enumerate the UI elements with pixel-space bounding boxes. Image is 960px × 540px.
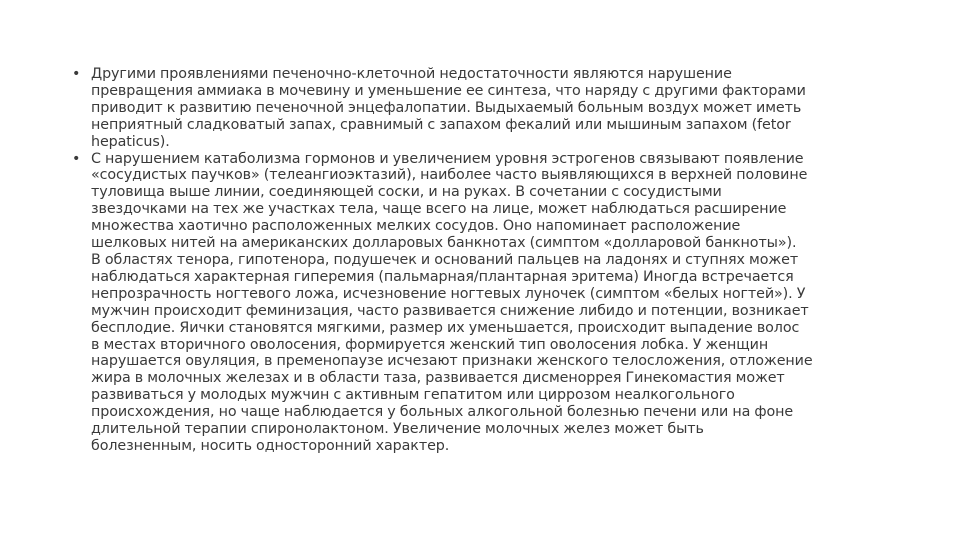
text-line: жира в молочных железах и в области таза, развивается дисменоррея Гинекомастия может xyxy=(91,370,785,387)
text-line: происхождения, но чаще наблюдается у больных алкогольной болезнью печени или на фоне xyxy=(91,404,794,421)
text-line: hepaticus). xyxy=(91,133,170,150)
bullet-icon: • xyxy=(72,150,81,167)
bullet-icon: • xyxy=(72,66,81,82)
text-line: С нарушением катаболизма гормонов и увеличением уровня эстрогенов связывают появление xyxy=(91,150,804,167)
text-line: множества хаотично расположенных мелких сосудов. Оно напоминает расположение xyxy=(91,218,741,235)
text-line: Другими проявлениями печеночно-клеточной недостаточности являются нарушение xyxy=(91,66,732,82)
bullet-item-hormones xyxy=(72,151,908,455)
text-line: мужчин происходит феминизация, часто развивается снижение либидо и потенции, возникает xyxy=(91,302,809,319)
text-line: звездочками на тех же участках тела, чаще всего на лице, может наблюдаться расширение xyxy=(91,201,787,218)
text-line: В областях тенора, гипотенора, подушечек и оснований пальцев на ладонях и ступнях может xyxy=(91,251,799,268)
text-line: неприятный сладковатый запах, сравнимый с запахом фекалий или мышиным запахом (fetor xyxy=(91,116,791,133)
text-line: в местах вторичного оволосения, формируется женский тип оволосения лобка. У женщин xyxy=(91,336,769,353)
text-line: непрозрачность ногтевого ложа, исчезновение ногтевых луночек (симптом «белых ногтей»). У xyxy=(91,285,806,302)
text-line: развиваться у молодых мужчин с активным гепатитом или циррозом неалкогольного xyxy=(91,387,735,404)
text-line: болезненным, носить односторонний характер. xyxy=(91,437,450,454)
text-line: туловища выше линии, соединяющей соски, и на руках. В сочетании с сосудистыми xyxy=(91,184,722,201)
bullet-item-liver-failure xyxy=(72,66,908,151)
text-line: бесплодие. Яички становятся мягкими, размер их уменьшается, происходит выпадение волос xyxy=(91,319,800,336)
text-line: превращения аммиака в мочевину и уменьшение ее синтеза, что наряду с другими факторами xyxy=(91,82,806,99)
text-line: «сосудистых паучков» (телеангиоэктазий), наиболее часто выявляющихся в верхней половине xyxy=(91,167,808,184)
text-line: длительной терапии спиронолактоном. Увеличение молочных желез может быть xyxy=(91,421,704,438)
text-line: шелковых нитей на американских долларовых банкнотах (симптом «долларовой банкноты»). xyxy=(91,235,797,252)
text-line: приводит к развитию печеночной энцефалопатии. Выдыхаемый больным воздух может иметь xyxy=(91,99,802,116)
text-line: наблюдаться характерная гиперемия (пальмарная/плантарная эритема) Иногда встречается xyxy=(91,268,794,285)
bullet-list xyxy=(72,66,908,455)
text-line: нарушается овуляция, в пременопаузе исчезают признаки женского телосложения, отложение xyxy=(91,353,813,370)
